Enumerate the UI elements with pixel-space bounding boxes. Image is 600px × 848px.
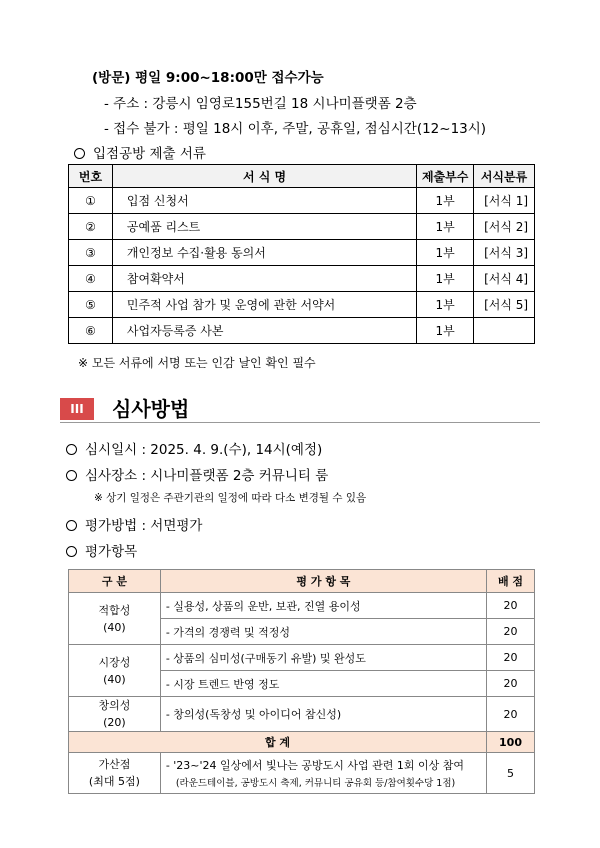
visit-closed: - 접수 불가 : 평일 18시 이후, 주말, 공휴일, 점심시간(12~13시) (104, 121, 487, 137)
header-item: 평 가 항 목 (160, 570, 486, 593)
row-form-name: 개인정보 수집·활용 동의서 (112, 240, 416, 266)
category-name: 적합성 (98, 603, 131, 617)
category-cell (69, 697, 161, 732)
section-title: 심사방법 (112, 397, 190, 421)
row-form-name: 공예품 리스트 (112, 214, 416, 240)
review-note: ※ 상기 일정은 주관기관의 일정에 따라 다소 변경될 수 있음 (94, 492, 367, 504)
row-form-type: [서식 2] (474, 214, 535, 240)
row-form-type (474, 318, 535, 344)
header-number: 번호 (69, 165, 113, 188)
table-row (69, 593, 535, 619)
row-copies: 1부 (417, 240, 474, 266)
section-number-badge: III (60, 398, 94, 420)
circle-bullet-icon (66, 520, 77, 531)
category-cell (69, 645, 161, 697)
total-label: 합 계 (69, 732, 487, 753)
table-header-row (69, 165, 535, 188)
row-form-name: 사업자등록증 사본 (112, 318, 416, 344)
header-category: 구 분 (69, 570, 161, 593)
category-score: (40) (103, 672, 126, 686)
table-row (69, 266, 535, 292)
table-row (69, 188, 535, 214)
row-form-type: [서식 5] (474, 292, 535, 318)
row-form-type: [서식 3] (474, 240, 535, 266)
header-copies: 제출부수 (417, 165, 474, 188)
row-copies: 1부 (417, 292, 474, 318)
visit-address: - 주소 : 강릉시 임영로155번길 18 시나미플랫폼 2층 (104, 96, 417, 112)
circle-bullet-icon (66, 470, 77, 481)
bonus-score: 5 (487, 753, 535, 794)
category-score: (20) (103, 716, 126, 729)
review-items-heading: 평가항목 (66, 540, 137, 560)
item-text: - 실용성, 상품의 운반, 보관, 진열 용이성 (160, 593, 486, 619)
row-form-name: 민주적 사업 참가 및 운영에 관한 서약서 (112, 292, 416, 318)
review-place: 심사장소 : 시나미플랫폼 2층 커뮤니티 룸 (66, 464, 328, 484)
row-copies: 1부 (417, 266, 474, 292)
category-name: 창의성 (98, 699, 131, 712)
circle-bullet-icon (74, 148, 85, 159)
evaluation-table (68, 569, 535, 794)
table-header-row (69, 570, 535, 593)
bonus-item-line2: (라운드테이블, 공방도시 축제, 커뮤니티 공유회 등/참여횟수당 1점) (175, 778, 456, 789)
table-row (69, 292, 535, 318)
bonus-category-sub: (최대 5점) (88, 775, 140, 788)
section-divider (60, 422, 540, 423)
row-number: ③ (69, 240, 113, 266)
row-form-name: 참여확약서 (112, 266, 416, 292)
table-row (69, 697, 535, 732)
total-score: 100 (487, 732, 535, 753)
bonus-row (69, 753, 535, 794)
table-row (69, 645, 535, 671)
row-copies: 1부 (417, 214, 474, 240)
item-score: 20 (487, 593, 535, 619)
item-text: - 가격의 경쟁력 및 적정성 (160, 619, 486, 645)
bonus-item-line1: - '23~'24 일상에서 빛나는 공방도시 사업 관련 1회 이상 참여 (165, 759, 465, 772)
row-number: ① (69, 188, 113, 214)
category-score: (40) (103, 620, 126, 634)
header-score: 배 점 (487, 570, 535, 593)
row-number: ⑤ (69, 292, 113, 318)
header-form-type: 서식분류 (474, 165, 535, 188)
item-score: 20 (487, 619, 535, 645)
category-name: 시장성 (98, 655, 131, 669)
item-score: 20 (487, 697, 535, 732)
item-score: 20 (487, 671, 535, 697)
bonus-item-cell (160, 753, 486, 794)
item-text: - 시장 트렌드 반영 정도 (160, 671, 486, 697)
bonus-category: 가산점 (98, 758, 131, 771)
table-row (69, 240, 535, 266)
bonus-category-cell (69, 753, 161, 794)
item-text: - 창의성(독창성 및 아이디어 참신성) (160, 697, 486, 732)
table-row (69, 214, 535, 240)
circle-bullet-icon (66, 546, 77, 557)
review-method: 평가방법 : 서면평가 (66, 514, 202, 534)
row-number: ⑥ (69, 318, 113, 344)
total-row (69, 732, 535, 753)
circle-bullet-icon (66, 444, 77, 455)
visit-title: (방문) 평일 9:00~18:00만 접수가능 (92, 70, 324, 86)
documents-table (68, 164, 535, 344)
row-form-type: [서식 1] (474, 188, 535, 214)
category-cell (69, 593, 161, 645)
item-score: 20 (487, 645, 535, 671)
row-copies: 1부 (417, 318, 474, 344)
documents-note: ※ 모든 서류에 서명 또는 인감 날인 확인 필수 (78, 356, 316, 370)
header-form-name: 서 식 명 (112, 165, 416, 188)
row-copies: 1부 (417, 188, 474, 214)
row-form-name: 입점 신청서 (112, 188, 416, 214)
documents-heading: 입점공방 제출 서류 (74, 142, 206, 162)
row-number: ② (69, 214, 113, 240)
row-form-type: [서식 4] (474, 266, 535, 292)
item-text: - 상품의 심미성(구매동기 유발) 및 완성도 (160, 645, 486, 671)
table-row (69, 318, 535, 344)
row-number: ④ (69, 266, 113, 292)
review-date: 심시일시 : 2025. 4. 9.(수), 14시(예정) (66, 438, 322, 458)
